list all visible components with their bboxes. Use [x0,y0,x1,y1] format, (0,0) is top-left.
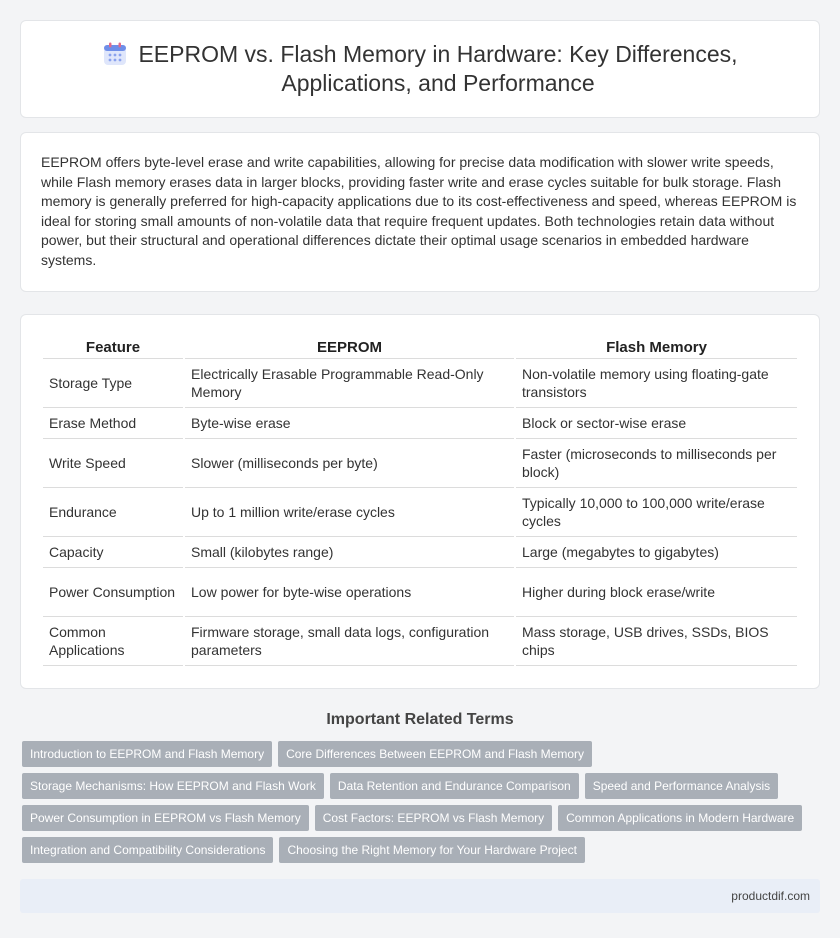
table-cell: Large (megabytes to gigabytes) [516,537,797,568]
related-term-tag[interactable]: Introduction to EEPROM and Flash Memory [22,741,272,767]
table-cell: Typically 10,000 to 100,000 write/erase cycles [516,488,797,537]
table-row [43,488,797,537]
table-cell: Small (kilobytes range) [185,537,514,568]
table-row [43,359,797,408]
table-cell: Slower (milliseconds per byte) [185,439,514,488]
page-title [138,40,737,98]
intro-card [20,132,820,292]
related-term-tag[interactable]: Core Differences Between EEPROM and Flash Memory [278,741,592,767]
table-cell: Capacity [43,537,183,568]
related-term-tag[interactable]: Common Applications in Modern Hardware [558,805,802,831]
related-term-tag[interactable]: Storage Mechanisms: How EEPROM and Flash Work [22,773,324,799]
table-row [43,617,797,666]
table-cell: Block or sector-wise erase [516,408,797,439]
footer-site-name[interactable]: productdif.com [731,889,810,903]
header-card [20,20,820,118]
related-term-tag[interactable]: Cost Factors: EEPROM vs Flash Memory [315,805,552,831]
table-cell: Storage Type [43,359,183,408]
page-title-line-1: EEPROM vs. Flash Memory in Hardware: Key Differences, [138,41,738,67]
calendar-icon [102,41,128,67]
table-row [43,568,797,617]
related-term-tag[interactable]: Speed and Performance Analysis [585,773,778,799]
related-term-tag[interactable]: Data Retention and Endurance Comparison [330,773,579,799]
table-row [43,408,797,439]
related-term-tag[interactable]: Integration and Compatibility Considerations [22,837,273,863]
header-inner [102,40,737,98]
footer-bar [20,879,820,913]
related-terms-title: Important Related Terms [326,711,514,728]
table-cell: Mass storage, USB drives, SSDs, BIOS chips [516,617,797,666]
table-cell: Byte-wise erase [185,408,514,439]
page-title-line-2: Applications, and Performance [281,70,595,96]
table-cell: Firmware storage, small data logs, configuration parameters [185,617,514,666]
table-cell: Power Consumption [43,568,183,617]
header-eeprom: EEPROM [185,335,514,359]
intro-paragraph: EEPROM offers byte-level erase and write capabilities, allowing for precise data modification with slower write speeds, while Flash memory erases data in larger blocks, providing faster write and erase cycles suitable for bulk storage. Flash memory is generally preferred for high-capacity applications due to its cost-effectiveness and speed, whereas EEPROM is ideal for storing small amounts of non-volatile data that require frequent updates. Both technologies retain data without power, but their structural and operational differences dictate their optimal usage scenarios in embedded hardware systems. [41,154,797,268]
table-cell: Up to 1 million write/erase cycles [185,488,514,537]
related-term-tag[interactable]: Choosing the Right Memory for Your Hardware Project [279,837,584,863]
table-header-row [43,335,797,359]
table-row [43,537,797,568]
related-terms-list [22,741,818,863]
table-cell: Endurance [43,488,183,537]
table-cell: Electrically Erasable Programmable Read-Only Memory [185,359,514,408]
table-cell: Low power for byte-wise operations [185,568,514,617]
table-cell: Write Speed [43,439,183,488]
header-flash: Flash Memory [516,335,797,359]
header-feature: Feature [43,335,183,359]
table-cell: Erase Method [43,408,183,439]
table-row [43,439,797,488]
table-cell: Non-volatile memory using floating-gate transistors [516,359,797,408]
comparison-table-card [20,314,820,689]
comparison-table [41,335,799,666]
table-cell: Faster (microseconds to milliseconds per block) [516,439,797,488]
table-cell: Common Applications [43,617,183,666]
table-cell: Higher during block erase/write [516,568,797,617]
related-term-tag[interactable]: Power Consumption in EEPROM vs Flash Memory [22,805,309,831]
